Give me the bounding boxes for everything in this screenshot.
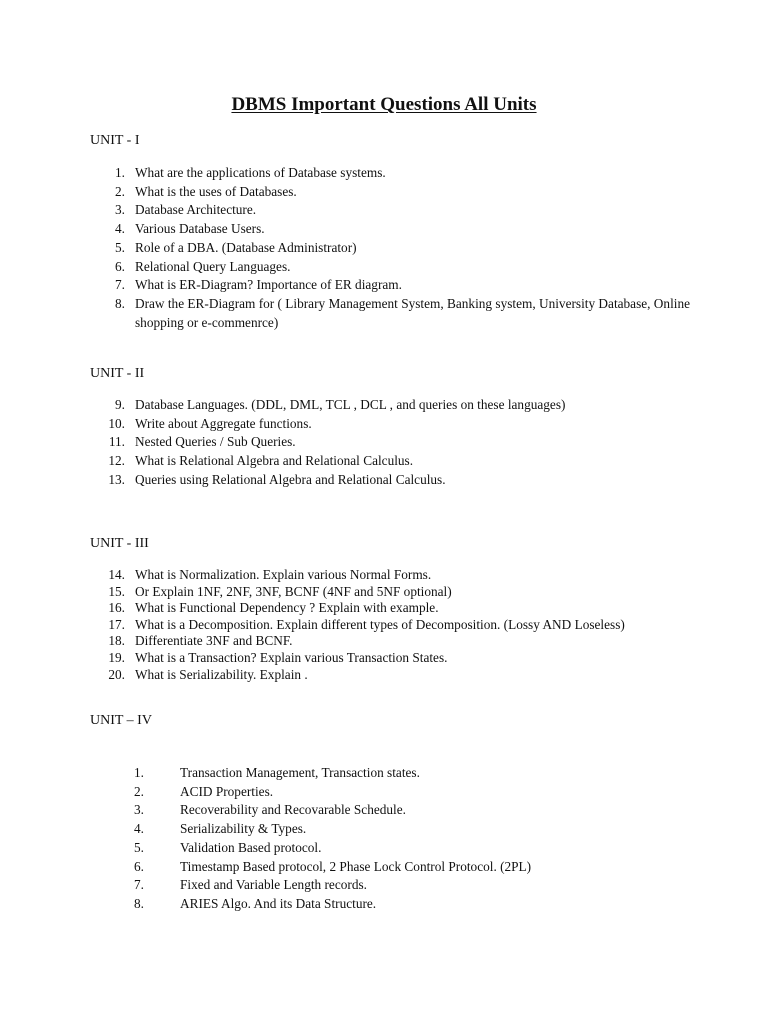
question-number: 5. <box>134 839 144 855</box>
question-number: 4. <box>115 221 125 237</box>
question-number: 1. <box>134 765 144 780</box>
question-text: Draw the ER-Diagram for ( Library Management System, Banking system, University Database, Online shopping or e-commenrce) <box>135 295 691 330</box>
question-text: Database Languages. (DDL, DML, TCL , DCL , and queries on these languages) <box>135 397 566 412</box>
question-number: 12. <box>108 453 125 469</box>
question-item <box>90 220 690 239</box>
question-number: 1. <box>115 165 125 180</box>
question-text: What is a Decomposition. Explain different types of Decomposition. (Lossy AND Loseless) <box>135 616 625 632</box>
unit-2-question-list <box>90 396 690 490</box>
question-item <box>90 276 690 295</box>
question-text: Database Architecture. <box>135 202 257 218</box>
question-number: 8. <box>134 895 144 911</box>
unit-3-heading: UNIT - III <box>90 536 149 551</box>
question-item <box>90 201 690 220</box>
question-text: What is Functional Dependency ? Explain with example. <box>135 600 439 616</box>
question-number: 15. <box>108 583 125 599</box>
question-text: What is the uses of Databases. <box>135 183 297 199</box>
question-text: Write about Aggregate functions. <box>135 415 312 431</box>
question-item <box>90 617 690 634</box>
question-number: 5. <box>115 239 125 255</box>
question-item <box>90 839 690 858</box>
question-item <box>90 633 690 650</box>
question-item <box>90 164 690 183</box>
question-text: What are the applications of Database systems. <box>135 165 386 180</box>
question-text: Transaction Management, Transaction states. <box>180 765 420 780</box>
question-number: 3. <box>115 202 125 218</box>
question-number: 4. <box>134 821 144 837</box>
question-text: Queries using Relational Algebra and Relational Calculus. <box>135 471 446 487</box>
question-text: Fixed and Variable Length records. <box>180 877 367 893</box>
question-number: 3. <box>134 802 144 818</box>
unit-4-question-list <box>90 764 690 914</box>
question-item <box>90 783 690 802</box>
question-text: Relational Query Languages. <box>135 258 291 274</box>
document-title: DBMS Important Questions All Units <box>231 94 537 115</box>
question-number: 19. <box>108 649 125 665</box>
question-text: What is a Transaction? Explain various Transaction States. <box>135 649 448 665</box>
question-item <box>90 584 690 601</box>
question-item <box>90 876 690 895</box>
question-text: Various Database Users. <box>135 221 265 237</box>
question-item <box>90 433 690 452</box>
question-item <box>90 239 690 258</box>
question-text: What is Normalization. Explain various Normal Forms. <box>135 567 432 582</box>
question-item <box>90 667 690 684</box>
question-text: What is Serializability. Explain . <box>135 666 308 682</box>
question-item <box>90 258 690 277</box>
question-number: 6. <box>134 858 144 874</box>
question-item <box>90 295 690 332</box>
question-number: 10. <box>108 415 125 431</box>
question-text: What is ER-Diagram? Importance of ER diagram. <box>135 277 402 293</box>
unit-3-question-list <box>90 567 690 683</box>
question-text: Serializability & Types. <box>180 821 307 837</box>
question-number: 11. <box>108 434 125 450</box>
question-item <box>90 567 690 584</box>
question-item <box>90 650 690 667</box>
unit-4-heading: UNIT – IV <box>90 713 152 728</box>
question-text: Differentiate 3NF and BCNF. <box>135 633 293 649</box>
question-item <box>90 858 690 877</box>
question-item <box>90 895 690 914</box>
question-text: What is Relational Algebra and Relational Calculus. <box>135 453 414 469</box>
unit-1-heading: UNIT - I <box>90 133 140 148</box>
question-text: Validation Based protocol. <box>180 839 322 855</box>
question-number: 6. <box>115 258 125 274</box>
question-text: Or Explain 1NF, 2NF, 3NF, BCNF (4NF and 5NF optional) <box>135 583 452 599</box>
question-item <box>90 415 690 434</box>
question-number: 7. <box>134 877 144 893</box>
question-number: 8. <box>115 295 125 311</box>
question-item <box>90 801 690 820</box>
question-number: 13. <box>108 471 125 487</box>
question-number: 20. <box>108 666 125 682</box>
question-number: 2. <box>115 183 125 199</box>
question-text: Nested Queries / Sub Queries. <box>135 434 296 450</box>
question-item <box>90 820 690 839</box>
question-text: Recoverability and Recovarable Schedule. <box>180 802 406 818</box>
unit-2-heading: UNIT - II <box>90 366 145 381</box>
question-text: ACID Properties. <box>180 783 274 799</box>
question-text: ARIES Algo. And its Data Structure. <box>180 895 377 911</box>
question-item <box>90 396 690 415</box>
question-item <box>90 452 690 471</box>
question-item <box>90 764 690 783</box>
question-number: 9. <box>115 397 125 412</box>
question-number: 16. <box>108 600 125 616</box>
unit-1-question-list <box>90 164 690 332</box>
question-number: 18. <box>108 633 125 649</box>
question-item <box>90 471 690 490</box>
question-text: Role of a DBA. (Database Administrator) <box>135 239 357 255</box>
question-text: Timestamp Based protocol, 2 Phase Lock Control Protocol. (2PL) <box>180 858 532 874</box>
question-item <box>90 600 690 617</box>
question-number: 17. <box>108 616 125 632</box>
question-number: 14. <box>108 567 125 582</box>
question-number: 7. <box>115 277 125 293</box>
question-item <box>90 183 690 202</box>
question-number: 2. <box>134 783 144 799</box>
